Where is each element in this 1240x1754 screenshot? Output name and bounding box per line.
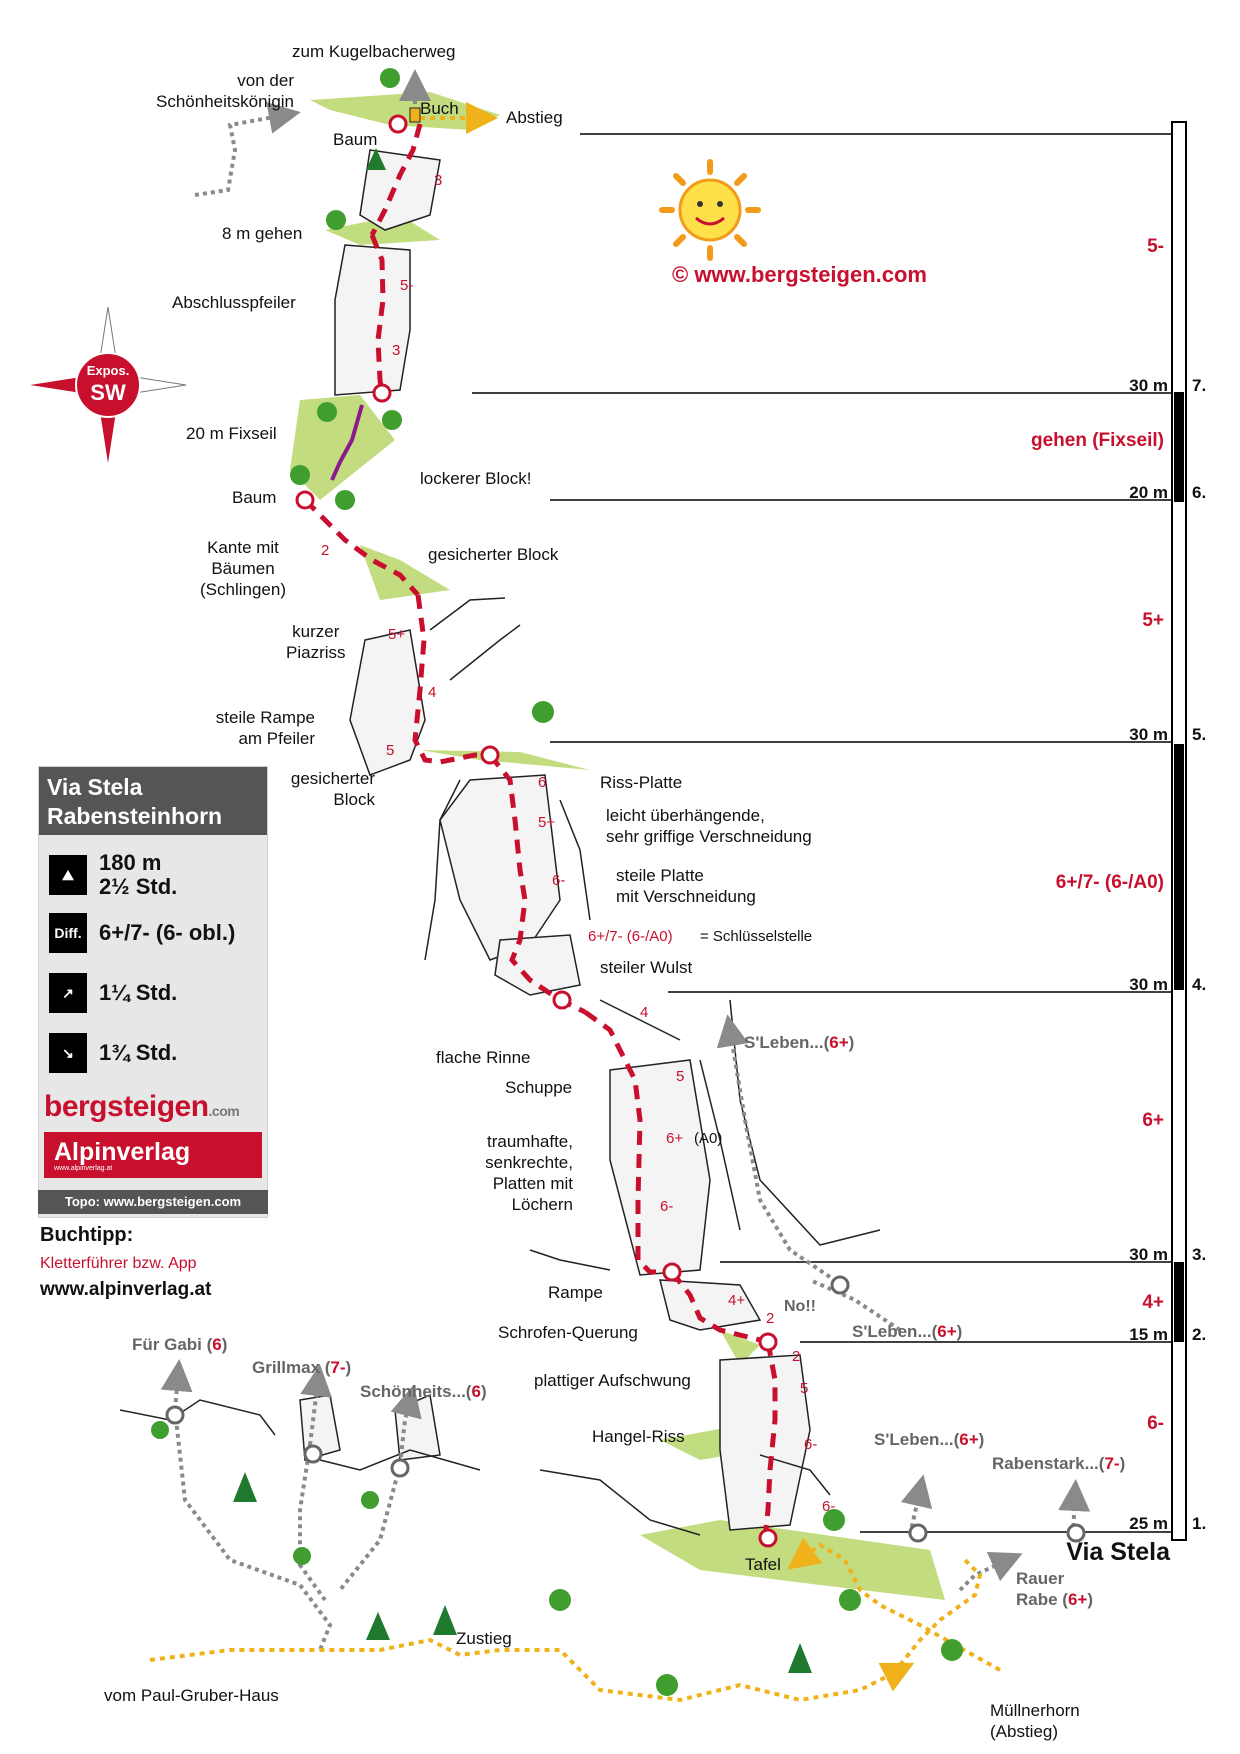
pitch-grade-4: 6+/7- (6-/A0) <box>1055 872 1164 893</box>
label-schluessel-grade: 6+/7- (6-/A0) <box>588 928 673 945</box>
route-grade: 5 <box>386 742 395 759</box>
label-steile-platte: steile Platte mit Verschneidung <box>616 866 756 906</box>
pitch-number-5: 5. <box>1192 725 1207 744</box>
pitch-number-3: 3. <box>1192 1245 1207 1264</box>
copyright: © www.bergsteigen.com <box>672 262 927 287</box>
label-hangel-riss: Hangel-Riss <box>592 1427 685 1446</box>
pitch-grade-6: gehen (Fixseil) <box>1030 430 1164 451</box>
pitch-number-7: 7. <box>1192 376 1207 395</box>
compass-sw: SW <box>90 380 126 405</box>
label-schuppe: Schuppe <box>505 1078 573 1097</box>
pitch-grade-7: 5- <box>1147 236 1164 257</box>
buchtipp <box>40 1224 211 1301</box>
pitch-length-4: 30 m <box>1129 975 1168 994</box>
route-grade-a0: (A0) <box>694 1130 723 1147</box>
alpinverlag-logo: Alpinverlag www.alpinverlag.at <box>44 1132 262 1178</box>
neighbor-fuer-gabi: Für Gabi (6) <box>132 1335 228 1354</box>
pitch-length-3: 30 m <box>1129 1245 1168 1264</box>
pitch-number-4: 4. <box>1192 975 1207 994</box>
route-grade: 3 <box>434 172 443 189</box>
route-grade: 6- <box>552 872 566 889</box>
compass-expos: Expos. <box>86 363 130 378</box>
pitch-grade-5: 5+ <box>1142 610 1164 631</box>
info-difficulty-row <box>49 913 235 953</box>
label-rampe: Rampe <box>548 1283 603 1302</box>
pitch-grade-3: 6+ <box>1142 1110 1164 1131</box>
label-piazriss: kurzer Piazriss <box>286 622 346 662</box>
neighbor-grillmax: Grillmax (7-) <box>252 1358 352 1377</box>
topo-credit: Topo: www.bergsteigen.com <box>38 1190 268 1214</box>
label-lockerer-block: lockerer Block! <box>420 469 532 488</box>
label-riss-platte: Riss-Platte <box>600 773 683 792</box>
route-grade: 5+ <box>538 814 556 831</box>
buchtipp-line1: Kletterführer bzw. App <box>40 1255 197 1272</box>
info-subtitle: Rabensteinhorn <box>47 803 223 829</box>
label-muellnerhorn: Müllnerhorn (Abstieg) <box>990 1701 1080 1741</box>
pitch-length-2: 15 m <box>1129 1325 1168 1344</box>
neighbor-schoenheits: Schönheits...(6) <box>360 1382 487 1401</box>
info-descent-row <box>49 1033 177 1073</box>
route-grade: 6- <box>822 1498 836 1515</box>
label-schluesselstelle: = Schlüsselstelle <box>700 928 813 945</box>
label-schrofen-querung: Schrofen-Querung <box>498 1323 638 1342</box>
route-grade: 2 <box>321 542 330 559</box>
hiker-down-icon: ↘ <box>49 1033 87 1073</box>
approach-paths <box>150 118 1000 1700</box>
label-plattiger-aufschwung: plattiger Aufschwung <box>534 1371 691 1390</box>
label-abschlusspfeiler: Abschlusspfeiler <box>172 293 296 312</box>
route-grade: 5 <box>676 1068 685 1085</box>
label-verschneidung: leicht überhängende, sehr griffige Verschneidung <box>606 806 812 846</box>
route-grade: 6 <box>538 774 547 791</box>
label-tafel: Tafel <box>745 1555 781 1574</box>
neighbor-rabenstark: Rabenstark...(7-) <box>992 1454 1126 1473</box>
route-grade: 6+ <box>666 1130 684 1147</box>
summit-book <box>410 108 420 122</box>
label-abstieg: Abstieg <box>506 108 563 127</box>
label-baum-top: Baum <box>333 130 378 149</box>
route-grade: 4 <box>640 1004 649 1021</box>
pitch-length-5: 30 m <box>1129 725 1168 744</box>
label-kugelbacher: zum Kugelbacherweg <box>292 42 456 61</box>
neighbor-sleben-3: S'Leben...(6+) <box>874 1430 985 1449</box>
info-approach: 1¼ Std. <box>99 980 178 1005</box>
buchtipp-line2: www.alpinverlag.at <box>40 1279 212 1300</box>
label-gesicherter-block-2: gesicherter Block <box>290 769 375 809</box>
route-grade: 6- <box>660 1198 674 1215</box>
info-title: Via Stela <box>47 774 143 800</box>
label-kante: Kante mit Bäumen (Schlingen) <box>200 538 286 599</box>
route-name: Via Stela <box>1066 1538 1170 1566</box>
route-grade: 6- <box>804 1436 818 1453</box>
info-duration: 2½ Std. <box>99 874 178 899</box>
pitch-length-1: 25 m <box>1129 1514 1168 1533</box>
info-approach-row <box>49 973 177 1013</box>
label-schoenheit: von der Schönheitskönigin <box>156 71 294 111</box>
bergsteigen-logo: bergsteigen.com <box>44 1090 240 1123</box>
route-grade: 2 <box>766 1310 775 1327</box>
route-grade: 2 <box>792 1348 801 1365</box>
info-descent: 1¾ Std. <box>99 1040 178 1065</box>
route-grade: 5- <box>400 277 414 294</box>
info-length: 180 m <box>99 850 162 875</box>
route-grade: 3 <box>392 342 401 359</box>
route-grade: 4 <box>428 684 437 701</box>
pitch-length-7: 30 m <box>1129 376 1168 395</box>
label-steiler-wulst: steiler Wulst <box>600 958 693 977</box>
neighbor-sleben-1: S'Leben...(6+) <box>744 1033 855 1052</box>
label-paul-gruber: vom Paul-Gruber-Haus <box>104 1686 279 1705</box>
route-grade: 4+ <box>728 1292 746 1309</box>
difficulty-icon: Diff. <box>49 913 87 953</box>
label-gesicherter-block: gesicherter Block <box>428 545 559 564</box>
pitch-grade-1: 6- <box>1147 1413 1164 1434</box>
label-8m-gehen: 8 m gehen <box>222 224 303 243</box>
route-grade: 5+ <box>388 626 406 643</box>
label-baum2: Baum <box>232 488 277 507</box>
pitch-number-1: 1. <box>1192 1514 1207 1533</box>
label-buch: Buch <box>420 99 459 118</box>
route-grade: 5 <box>800 1380 809 1397</box>
climber-icon: ⛰ <box>49 855 87 895</box>
hiker-up-icon: ↗ <box>49 973 87 1013</box>
buchtipp-title: Buchtipp: <box>40 1224 134 1246</box>
label-flache-rinne: flache Rinne <box>436 1048 531 1067</box>
label-no: No!! <box>784 1298 816 1315</box>
neighbor-sleben-2: S'Leben...(6+) <box>852 1322 963 1341</box>
label-steile-rampe: steile Rampe am Pfeiler <box>215 708 315 748</box>
neighbor-rauer-rabe: Rauer Rabe (6+) <box>1016 1569 1094 1609</box>
pitch-length-6: 20 m <box>1129 483 1168 502</box>
label-fixseil: 20 m Fixseil <box>186 424 277 443</box>
label-traumhaft: traumhafte, senkrechte, Platten mit Löchern <box>485 1132 573 1214</box>
label-zustieg: Zustieg <box>456 1629 512 1648</box>
sun-icon <box>662 162 758 258</box>
info-header <box>39 767 267 835</box>
info-length-row <box>49 851 177 899</box>
pitch-number-2: 2. <box>1192 1325 1207 1344</box>
info-difficulty: 6+/7- (6- obl.) <box>99 920 236 945</box>
pitch-grade-2: 4+ <box>1142 1292 1164 1313</box>
pitch-number-6: 6. <box>1192 483 1207 502</box>
